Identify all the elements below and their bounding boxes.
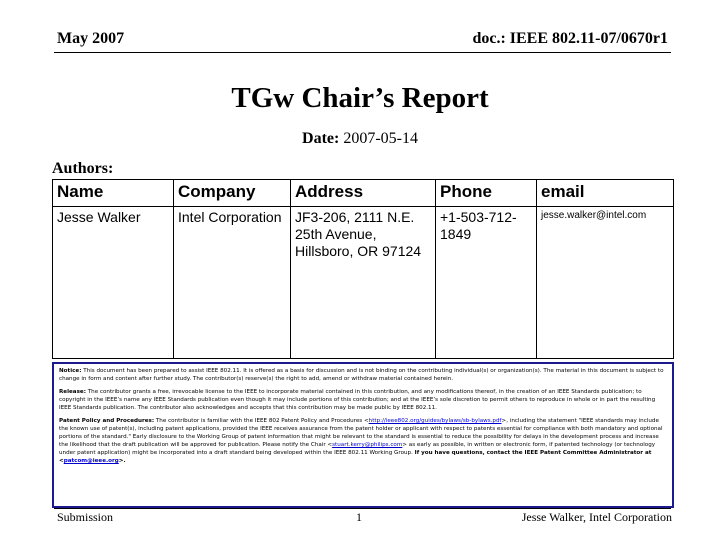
release-text: The contributor grants a free, irrevocable license to the IEEE to incorporate material contained in this contribution, and any modifications thereof, in the creation of an IEEE Standards publication; to copyright in the IEEE’s name any IEEE Standards publication even though it may include portions of this contribution; and at the IEEE’s sole discretion to permit others to reproduce in whole or in part the resulting IEEE Standards publication. The contributor also acknowledges and accepts that this contribution may be made public by IEEE 802.11.	[59, 389, 656, 411]
authors-table	[52, 179, 674, 359]
notice-label: Notice:	[59, 368, 82, 374]
col-address-header: Address	[291, 180, 436, 207]
date-label: Date:	[302, 130, 340, 147]
footer-page-number: 1	[356, 510, 362, 524]
header-date: May 2007	[57, 30, 125, 47]
authors-label: Authors:	[52, 160, 114, 177]
page-title: TGw Chair’s Report	[231, 82, 489, 114]
notice-paragraph	[59, 367, 667, 383]
notice-box	[52, 362, 674, 508]
release-paragraph	[59, 388, 667, 412]
patent-questions-text: If you have questions, contact the IEEE Patent Committee Administrator at <	[59, 450, 652, 464]
date-value: 2007-05-14	[339, 130, 418, 147]
notice-text: This document has been prepared to assist IEEE 802.11. It is offered as a basis for discussion and is not binding on the contributing individual(s) or organization(s). The material in this document is subject to change in form and content after further study. The contributor(s) reserve(s) the right to add, amend or withdraw material contained herein.	[59, 368, 664, 382]
patent-paragraph	[59, 417, 667, 465]
author-phone: +1-503-712-1849	[436, 207, 537, 359]
patent-label: Patent Policy and Procedures:	[59, 418, 155, 424]
date-line	[0, 130, 720, 148]
patcom-email-link[interactable]: patcom@ieee.org	[63, 458, 119, 464]
col-email-header: email	[537, 180, 674, 207]
chair-email-link[interactable]: stuart.kerry@philips.com	[332, 442, 403, 448]
author-address: JF3-206, 2111 N.E. 25th Avenue, Hillsboro, OR 97124	[291, 207, 436, 359]
col-name-header: Name	[53, 180, 174, 207]
col-company-header: Company	[174, 180, 291, 207]
patent-text-a: The contributor is familiar with the IEEE 802 Patent Policy and Procedures <	[154, 418, 369, 424]
footer-rule	[54, 508, 671, 509]
author-email: jesse.walker@intel.com	[537, 207, 674, 359]
patent-text-b: >, including the statement "IEEE standards may include the known use of patent(s), including patent applications, provided the IEEE receives assurance from the patent holder or applicant with respect to patents essential for compliance with both mandatory and optional portions of the standard." Early disclosure to the Working Group of patent information that might be relevant to the standard is essential to reduce the possibility for delays in the development process and increase the likelihood that the draft publication will be approved for publication. Please notify the Chair <	[59, 418, 663, 448]
table-header-row	[53, 180, 674, 207]
author-name: Jesse Walker	[53, 207, 174, 359]
col-phone-header: Phone	[436, 180, 537, 207]
footer-submission: Submission	[57, 510, 114, 524]
author-company: Intel Corporation	[174, 207, 291, 359]
header-doc-id: doc.: IEEE 802.11-07/0670r1	[472, 30, 668, 47]
release-label: Release:	[59, 389, 86, 395]
table-row	[53, 207, 674, 359]
patent-text-c: > as early as possible, in written or electronic form, if patented technology (or technology under patent application) might be incorporated into a draft standard being developed within the IEEE 802.11 Working Group.	[59, 442, 656, 456]
bylaws-link[interactable]: http://ieee802.org/guides/bylaws/sb-bylaws.pdf	[368, 418, 502, 424]
footer-author: Jesse Walker, Intel Corporation	[521, 510, 672, 524]
patent-questions-end: >.	[118, 458, 126, 464]
header-rule	[54, 52, 671, 53]
